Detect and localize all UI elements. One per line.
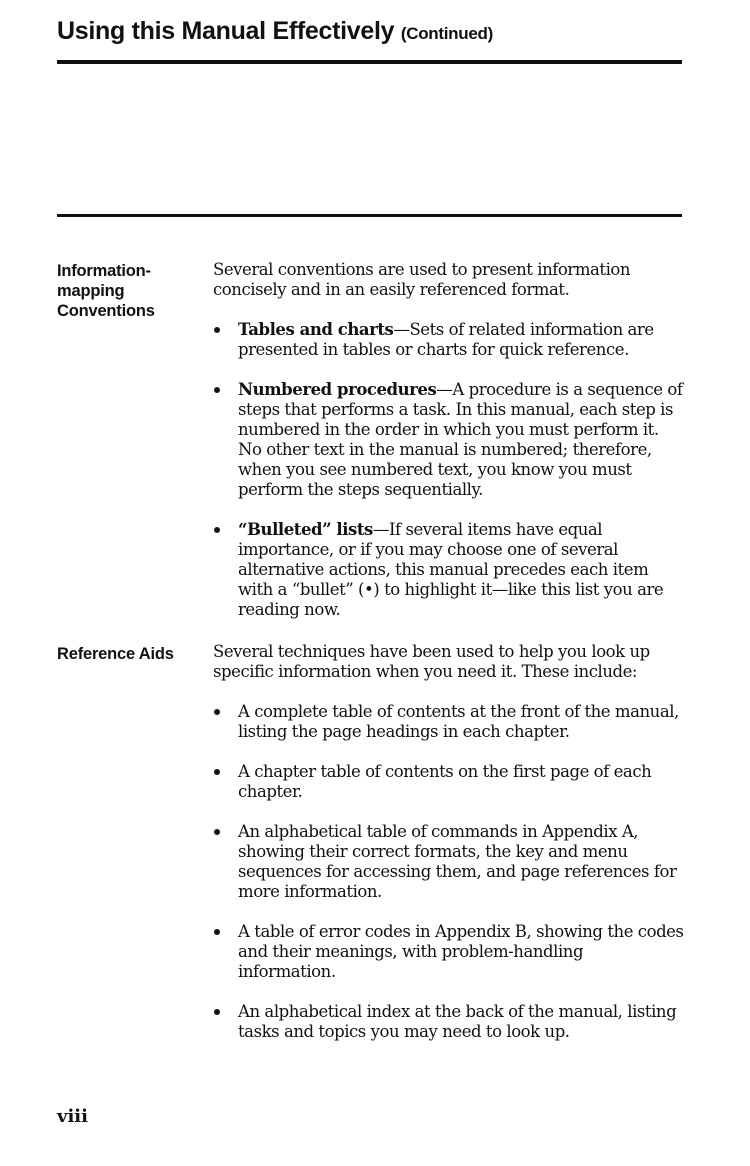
- section-body-information-mapping: [213, 260, 685, 620]
- item-term: “Bulleted” lists: [238, 520, 373, 539]
- list-item: [213, 1002, 685, 1042]
- item-text: An alphabetical table of commands in Appendix A, showing their correct formats, the key and menu sequences for accessing them, and page references for more information.: [238, 822, 677, 901]
- item-text: A chapter table of contents on the first page of each chapter.: [238, 762, 652, 801]
- section-body-reference-aids: [213, 642, 685, 1042]
- section-label-information-mapping: [57, 261, 207, 321]
- item-text: —A procedure is a sequence of steps that performs a task. In this manual, each step is numbered in the order in which you must perform it. No other text in the manual is numbered; therefore, when you see numbered text, you know you must perform the steps sequentially.: [238, 380, 683, 499]
- item-text: —If several items have equal importance, or if you may choose one of several alternative actions, this manual precedes each item with a “bullet” (•) to highlight it—like this list you are reading now.: [238, 520, 664, 619]
- section-label-reference-aids: [57, 644, 207, 664]
- list-item: [213, 380, 685, 500]
- bullet-icon: [214, 769, 220, 775]
- section-label-line: Conventions: [57, 302, 155, 320]
- bullet-icon: [214, 1009, 220, 1015]
- convention-list: [213, 320, 685, 620]
- list-item: [213, 822, 685, 902]
- section-label-line: Information-: [57, 262, 151, 280]
- item-text: A complete table of contents at the front of the manual, listing the page headings in each chapter.: [238, 702, 679, 741]
- page-title-text: Using this Manual Effectively: [57, 17, 395, 45]
- section-label-line: mapping: [57, 282, 125, 300]
- item-text: An alphabetical index at the back of the manual, listing tasks and topics you may need to look up.: [238, 1002, 677, 1041]
- bullet-icon: [214, 327, 220, 333]
- page-title: [57, 17, 493, 46]
- bullet-icon: [214, 527, 220, 533]
- bullet-icon: [214, 829, 220, 835]
- bullet-icon: [214, 709, 220, 715]
- section-intro: Several techniques have been used to help you look up specific information when you need it. These include:: [213, 642, 650, 681]
- reference-aids-list: [213, 702, 685, 1042]
- continued-label: (Continued): [400, 24, 493, 43]
- list-item: [213, 762, 685, 802]
- list-item: [213, 520, 685, 620]
- list-item: [213, 702, 685, 742]
- page-number: viii: [57, 1106, 88, 1127]
- item-term: Numbered procedures: [238, 380, 437, 399]
- header-rule: [57, 60, 682, 64]
- item-text: —Sets of related information are presented in tables or charts for quick reference.: [238, 320, 654, 359]
- bullet-icon: [214, 387, 220, 393]
- list-item: [213, 320, 685, 360]
- item-text: A table of error codes in Appendix B, showing the codes and their meanings, with problem-handling information.: [238, 922, 684, 981]
- section-intro: Several conventions are used to present information concisely and in an easily referenced format.: [213, 260, 631, 299]
- section-label-line: Reference Aids: [57, 645, 174, 663]
- list-item: [213, 922, 685, 982]
- item-term: Tables and charts: [238, 320, 394, 339]
- section-divider: [57, 214, 682, 217]
- bullet-icon: [214, 929, 220, 935]
